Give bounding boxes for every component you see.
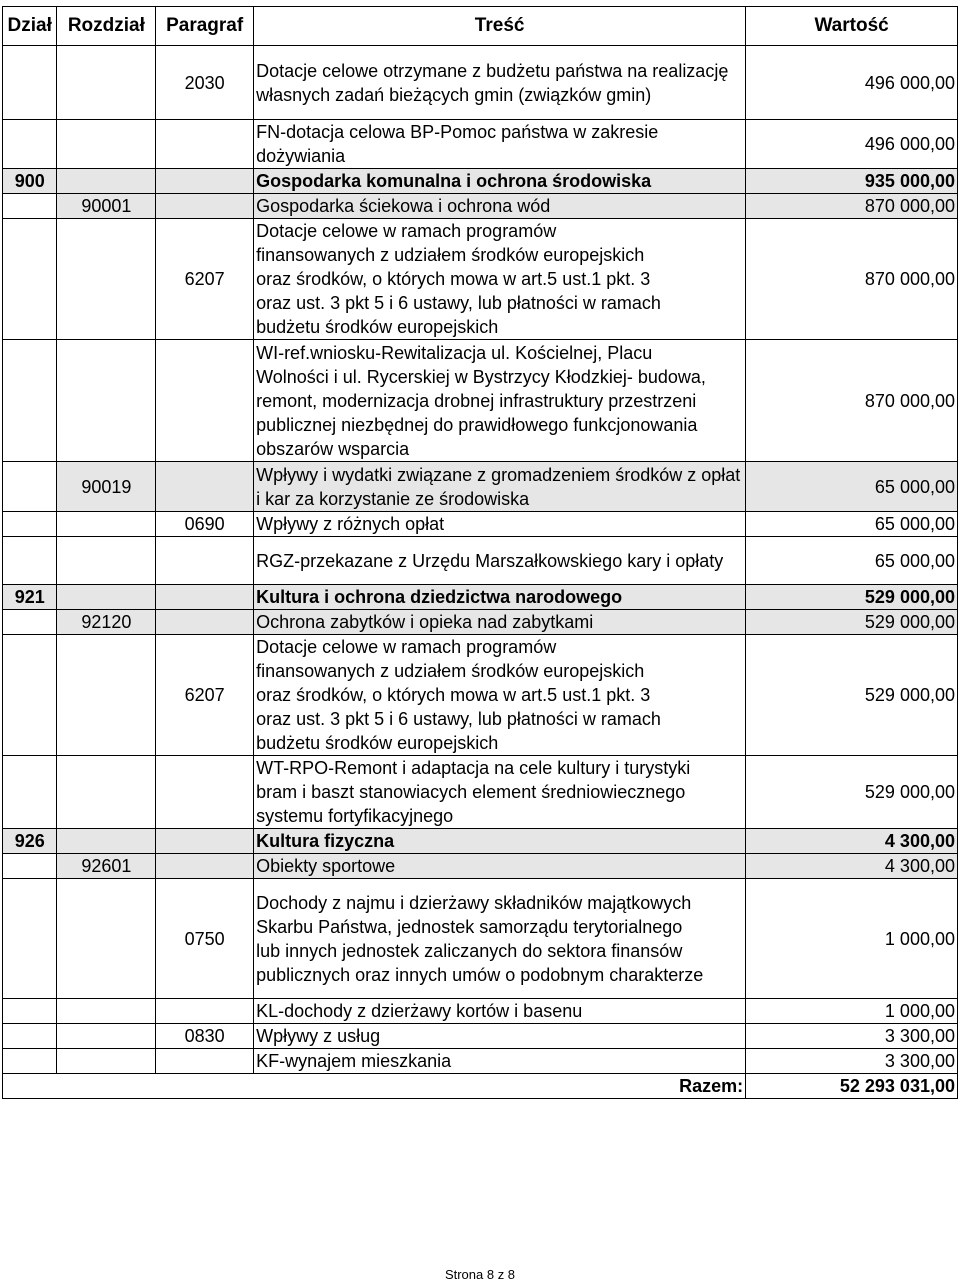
rozdzial-cell xyxy=(57,635,156,756)
wartosc-cell: 3 300,00 xyxy=(746,1049,958,1074)
table-header-row xyxy=(3,7,958,46)
page-footer: Strona 8 z 8 xyxy=(444,1267,516,1282)
rozdzial-cell xyxy=(57,537,156,585)
wartosc-cell: 65 000,00 xyxy=(746,462,958,512)
table-row xyxy=(3,46,958,120)
paragraf-cell: 6207 xyxy=(156,219,254,340)
tresc-cell: WT-RPO-Remont i adaptacja na cele kultury i turystyki bram i baszt stanowiacych element średniowiecznego systemu fortyfikacyjnego xyxy=(254,756,746,829)
tresc-cell: Dotacje celowe otrzymane z budżetu państwa na realizację własnych zadań bieżących gmin (związków gmin) xyxy=(254,46,746,120)
wartosc-cell: 4 300,00 xyxy=(746,854,958,879)
wartosc-cell: 65 000,00 xyxy=(746,512,958,537)
dzial-cell xyxy=(3,879,57,999)
paragraf-cell xyxy=(156,610,254,635)
table-row xyxy=(3,999,958,1024)
rozdzial-cell xyxy=(57,46,156,120)
dzial-cell: 900 xyxy=(3,169,57,194)
wartosc-cell: 65 000,00 xyxy=(746,537,958,585)
rozdzial-cell: 92120 xyxy=(57,610,156,635)
paragraf-cell: 6207 xyxy=(156,635,254,756)
table-row xyxy=(3,340,958,462)
dzial-cell xyxy=(3,219,57,340)
table-row xyxy=(3,1024,958,1049)
tresc-cell: Dotacje celowe w ramach programów finansowanych z udziałem środków europejskich oraz środków, o których mowa w art.5 ust.1 pkt. 3 oraz ust. 3 pkt 5 i 6 ustawy, lub płatności w ramach budżetu środków europejskich xyxy=(254,219,746,340)
table-row xyxy=(3,585,958,610)
tresc-cell: Wpływy z różnych opłat xyxy=(254,512,746,537)
total-row xyxy=(3,1074,958,1099)
budget-table xyxy=(2,6,958,1099)
table-row xyxy=(3,194,958,219)
tresc-cell: Gospodarka ściekowa i ochrona wód xyxy=(254,194,746,219)
total-value: 52 293 031,00 xyxy=(746,1074,958,1099)
rozdzial-cell xyxy=(57,1049,156,1074)
rozdzial-cell xyxy=(57,219,156,340)
rozdzial-cell xyxy=(57,756,156,829)
paragraf-cell: 0690 xyxy=(156,512,254,537)
paragraf-cell xyxy=(156,585,254,610)
wartosc-cell: 529 000,00 xyxy=(746,585,958,610)
dzial-cell xyxy=(3,854,57,879)
dzial-cell xyxy=(3,462,57,512)
tresc-cell: Dotacje celowe w ramach programów finansowanych z udziałem środków europejskich oraz środków, o których mowa w art.5 ust.1 pkt. 3 oraz ust. 3 pkt 5 i 6 ustawy, lub płatności w ramach budżetu środków europejskich xyxy=(254,635,746,756)
paragraf-cell xyxy=(156,194,254,219)
dzial-cell xyxy=(3,635,57,756)
tresc-cell: Ochrona zabytków i opieka nad zabytkami xyxy=(254,610,746,635)
paragraf-cell xyxy=(156,1049,254,1074)
table-row xyxy=(3,756,958,829)
rozdzial-cell xyxy=(57,340,156,462)
paragraf-cell xyxy=(156,340,254,462)
table-row xyxy=(3,829,958,854)
rozdzial-cell xyxy=(57,879,156,999)
table-row xyxy=(3,635,958,756)
table-row xyxy=(3,1049,958,1074)
total-label: Razem: xyxy=(3,1074,746,1099)
tresc-cell: Gospodarka komunalna i ochrona środowiska xyxy=(254,169,746,194)
rozdzial-cell: 92601 xyxy=(57,854,156,879)
rozdzial-cell xyxy=(57,169,156,194)
tresc-cell: Kultura i ochrona dziedzictwa narodowego xyxy=(254,585,746,610)
wartosc-cell: 4 300,00 xyxy=(746,829,958,854)
rozdzial-cell xyxy=(57,512,156,537)
wartosc-cell: 870 000,00 xyxy=(746,340,958,462)
tresc-cell: KF-wynajem mieszkania xyxy=(254,1049,746,1074)
table-row xyxy=(3,854,958,879)
dzial-cell xyxy=(3,1049,57,1074)
dzial-cell xyxy=(3,1024,57,1049)
tresc-cell: RGZ-przekazane z Urzędu Marszałkowskiego kary i opłaty xyxy=(254,537,746,585)
table-row xyxy=(3,120,958,169)
rozdzial-cell xyxy=(57,999,156,1024)
tresc-cell: Wpływy i wydatki związane z gromadzeniem środków z opłat i kar za korzystanie ze środowiska xyxy=(254,462,746,512)
tresc-cell: Dochody z najmu i dzierżawy składników majątkowych Skarbu Państwa, jednostek samorządu terytorialnego lub innych jednostek zaliczanych do sektora finansów publicznych oraz innych umów o podobnym charakterze xyxy=(254,879,746,999)
table-row xyxy=(3,537,958,585)
header-tresc: Treść xyxy=(254,7,746,46)
wartosc-cell: 935 000,00 xyxy=(746,169,958,194)
wartosc-cell: 3 300,00 xyxy=(746,1024,958,1049)
wartosc-cell: 529 000,00 xyxy=(746,635,958,756)
dzial-cell xyxy=(3,120,57,169)
tresc-cell: FN-dotacja celowa BP-Pomoc państwa w zakresie dożywiania xyxy=(254,120,746,169)
rozdzial-cell xyxy=(57,1024,156,1049)
wartosc-cell: 529 000,00 xyxy=(746,756,958,829)
dzial-cell: 921 xyxy=(3,585,57,610)
paragraf-cell xyxy=(156,462,254,512)
rozdzial-cell xyxy=(57,829,156,854)
dzial-cell xyxy=(3,610,57,635)
wartosc-cell: 1 000,00 xyxy=(746,999,958,1024)
table-row xyxy=(3,610,958,635)
dzial-cell: 926 xyxy=(3,829,57,854)
wartosc-cell: 529 000,00 xyxy=(746,610,958,635)
tresc-cell: Wpływy z usług xyxy=(254,1024,746,1049)
tresc-cell: KL-dochody z dzierżawy kortów i basenu xyxy=(254,999,746,1024)
rozdzial-cell: 90019 xyxy=(57,462,156,512)
dzial-cell xyxy=(3,46,57,120)
paragraf-cell xyxy=(156,537,254,585)
paragraf-cell: 0830 xyxy=(156,1024,254,1049)
paragraf-cell xyxy=(156,120,254,169)
tresc-cell: Kultura fizyczna xyxy=(254,829,746,854)
table-row xyxy=(3,219,958,340)
table-row xyxy=(3,462,958,512)
paragraf-cell xyxy=(156,756,254,829)
table-row xyxy=(3,169,958,194)
tresc-cell: Obiekty sportowe xyxy=(254,854,746,879)
dzial-cell xyxy=(3,999,57,1024)
header-dzial: Dział xyxy=(3,7,57,46)
paragraf-cell xyxy=(156,169,254,194)
dzial-cell xyxy=(3,512,57,537)
rozdzial-cell: 90001 xyxy=(57,194,156,219)
dzial-cell xyxy=(3,340,57,462)
wartosc-cell: 870 000,00 xyxy=(746,194,958,219)
wartosc-cell: 496 000,00 xyxy=(746,46,958,120)
paragraf-cell xyxy=(156,854,254,879)
paragraf-cell xyxy=(156,999,254,1024)
paragraf-cell xyxy=(156,829,254,854)
wartosc-cell: 870 000,00 xyxy=(746,219,958,340)
wartosc-cell: 1 000,00 xyxy=(746,879,958,999)
dzial-cell xyxy=(3,756,57,829)
header-rozdzial: Rozdział xyxy=(57,7,156,46)
paragraf-cell: 2030 xyxy=(156,46,254,120)
dzial-cell xyxy=(3,194,57,219)
wartosc-cell: 496 000,00 xyxy=(746,120,958,169)
rozdzial-cell xyxy=(57,120,156,169)
dzial-cell xyxy=(3,537,57,585)
tresc-cell: WI-ref.wniosku-Rewitalizacja ul. Kościelnej, Placu Wolności i ul. Rycerskiej w Bystrzycy Kłodzkiej- budowa, remont, modernizacja drobnej infrastruktury przestrzeni publicznej niezbędnej do prawidłowego funkcjonowania obszarów wsparcia xyxy=(254,340,746,462)
header-wartosc: Wartość xyxy=(746,7,958,46)
table-row xyxy=(3,879,958,999)
paragraf-cell: 0750 xyxy=(156,879,254,999)
table-row xyxy=(3,512,958,537)
rozdzial-cell xyxy=(57,585,156,610)
header-paragraf: Paragraf xyxy=(156,7,254,46)
